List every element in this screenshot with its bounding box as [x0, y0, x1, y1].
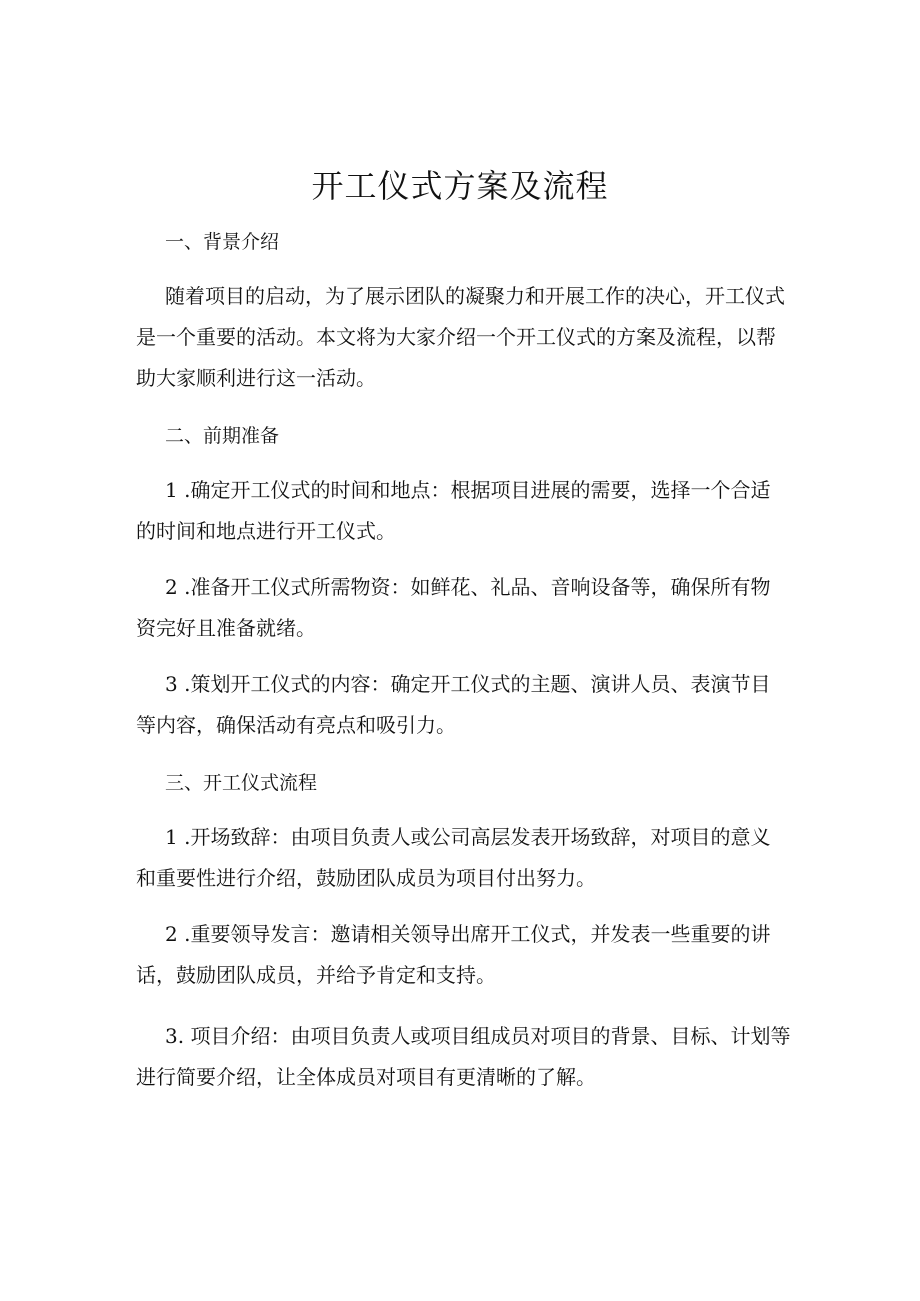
paragraph-prep-3: [136, 664, 792, 746]
section-heading-background: 一、背景介绍: [165, 231, 280, 253]
paragraph-line: 2 .准备开工仪式所需物资：如鲜花、礼品、音响设备等，确保所有物: [165, 575, 771, 599]
paragraph-line: 3. 项目介绍：由项目负责人或项目组成员对项目的背景、目标、计划等: [165, 1024, 791, 1048]
section-heading-preparation: 二、前期准备: [165, 425, 280, 447]
paragraph-line: 是一个重要的活动。本文将为大家介绍一个开工仪式的方案及流程，以帮: [136, 325, 776, 349]
paragraph-prep-2: [136, 567, 792, 649]
paragraph-line: 进行简要介绍，让全体成员对项目有更清晰的了解。: [136, 1065, 596, 1089]
paragraph-line: 话，鼓励团队成员，并给予肯定和支持。: [136, 963, 496, 987]
paragraph-line: 等内容，确保活动有亮点和吸引力。: [136, 713, 456, 737]
paragraph-line: 2 .重要领导发言：邀请相关领导出席开工仪式，并发表一些重要的讲: [165, 922, 771, 946]
paragraph-line: 1 .开场致辞：由项目负责人或公司高层发表开场致辞，对项目的意义: [165, 825, 771, 849]
paragraph-line: 3 .策划开工仪式的内容：确定开工仪式的主题、演讲人员、表演节目: [165, 672, 771, 696]
paragraph-line: 1 .确定开工仪式的时间和地点：根据项目进展的需要，选择一个合适: [165, 478, 771, 502]
paragraph-flow-2: [136, 914, 792, 996]
paragraph-line: 资完好且准备就绪。: [136, 616, 316, 640]
paragraph-line: 的时间和地点进行开工仪式。: [136, 519, 396, 543]
document-title: 开工仪式方案及流程: [311, 167, 609, 205]
paragraph-flow-3: [136, 1016, 792, 1098]
paragraph-prep-1: [136, 470, 792, 552]
paragraph-flow-1: [136, 817, 792, 899]
paragraph-line: 随着项目的启动，为了展示团队的凝聚力和开展工作的决心，开工仪式: [165, 284, 785, 308]
paragraph-line: 助大家顺利进行这一活动。: [136, 366, 376, 390]
paragraph-line: 和重要性进行介绍，鼓励团队成员为项目付出努力。: [136, 866, 596, 890]
paragraph-background: [136, 276, 792, 399]
section-heading-ceremony-flow: 三、开工仪式流程: [165, 772, 318, 794]
